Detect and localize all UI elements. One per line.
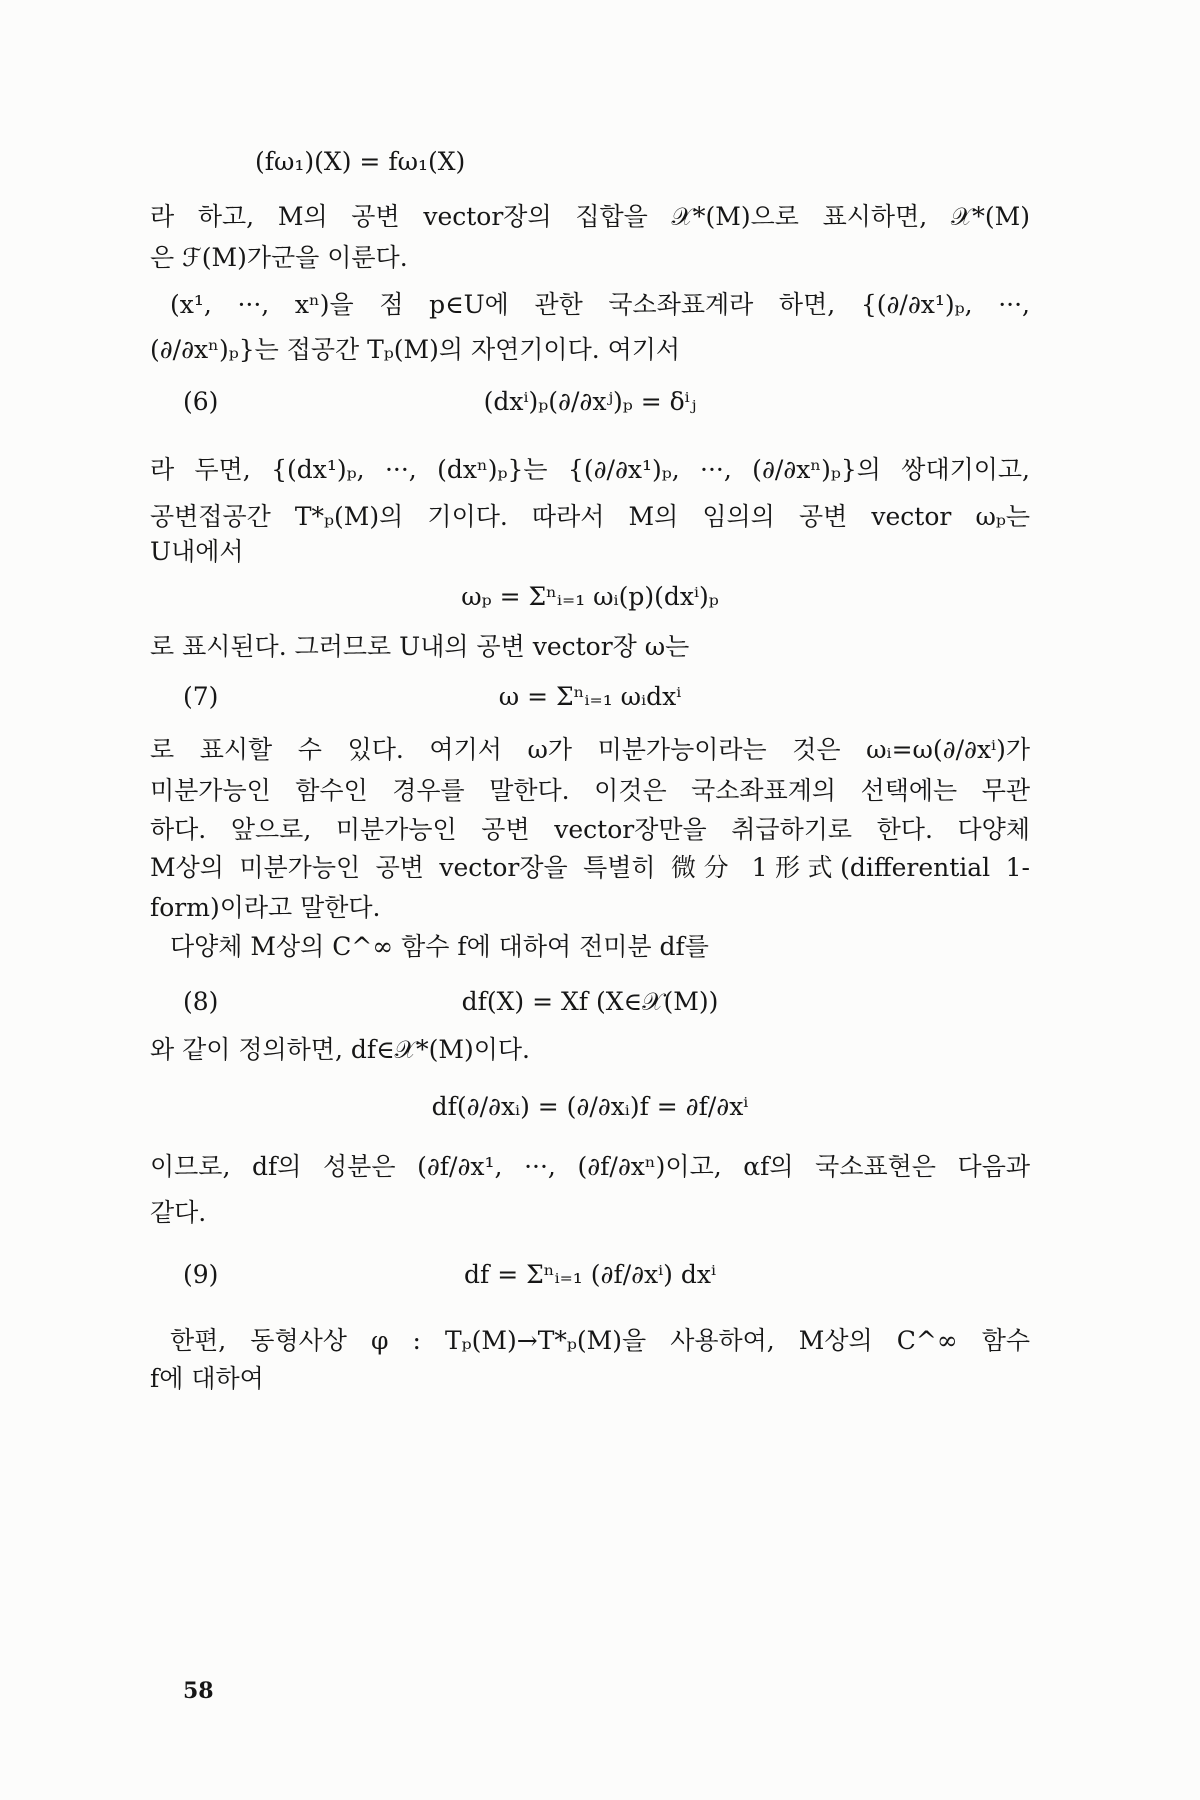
formula-line: (dxⁱ)ₚ(∂/∂xʲ)ₚ = δⁱⱼ [483, 387, 697, 416]
formula-line: ωₚ = Σⁿᵢ₌₁ ωᵢ(p)(dxⁱ)ₚ [461, 582, 719, 611]
formula-line: df = Σⁿᵢ₌₁ (∂f/∂xⁱ) dxⁱ [463, 1260, 717, 1289]
body-text-line: form)이라고 말한다. [150, 893, 381, 922]
body-text-line: (∂/∂xⁿ)ₚ}는 접공간 Tₚ(M)의 자연기이다. 여기서 [150, 335, 681, 364]
body-text-line: 와 같이 정의하면, df∈𝒳*(M)이다. [150, 1035, 530, 1064]
body-text-line: 하다. 앞으로, 미분가능인 공변 vector장만을 취급하기로 한다. 다양체 [150, 815, 1030, 844]
page-number: 58 [183, 1678, 214, 1704]
body-text-line: 은 ℱ(M)가군을 이룬다. [150, 243, 408, 272]
body-text-line: 로 표시된다. 그러므로 U내의 공변 vector장 ω는 [150, 632, 690, 661]
equation-number: (6) [183, 387, 219, 416]
body-text-line: M상의 미분가능인 공변 vector장을 특별히 微分 1形式(differential 1- [150, 853, 1030, 882]
body-text-line: 다양체 M상의 C^∞ 함수 f에 대하여 전미분 df를 [170, 932, 709, 961]
body-text-line: (x¹, ···, xⁿ)을 점 p∈U에 관한 국소좌표계라 하면, {(∂/∂x¹)ₚ, ···, [170, 290, 1030, 319]
body-text-line: 이므로, df의 성분은 (∂f/∂x¹, ···, (∂f/∂xⁿ)이고, αf의 국소표현은 다음과 [150, 1152, 1030, 1181]
formula-line: (fω₁)(X) = fω₁(X) [255, 147, 466, 176]
body-text-line: 로 표시할 수 있다. 여기서 ω가 미분가능이라는 것은 ωᵢ=ω(∂/∂xⁱ)가 [150, 735, 1030, 764]
body-text-line: 공변접공간 T*ₚ(M)의 기이다. 따라서 M의 임의의 공변 vector ωₚ는 [150, 502, 1030, 531]
formula-line: df(X) = Xf (X∈𝒳(M)) [461, 987, 719, 1016]
body-text-line: 라 두면, {(dx¹)ₚ, ···, (dxⁿ)ₚ}는 {(∂/∂x¹)ₚ, ···, (∂/∂xⁿ)ₚ}의 쌍대기이고, [150, 455, 1030, 484]
equation-number: (7) [183, 682, 219, 711]
body-text-line: f에 대하여 [150, 1364, 264, 1393]
body-text-line: 같다. [150, 1198, 207, 1227]
body-text-line: 한편, 동형사상 φ : Tₚ(M)→T*ₚ(M)을 사용하여, M상의 C^∞ 함수 [170, 1326, 1030, 1355]
formula-line: ω = Σⁿᵢ₌₁ ωᵢdxⁱ [498, 682, 682, 711]
body-text-line: U내에서 [150, 537, 244, 566]
body-text-line: 라 하고, M의 공변 vector장의 집합을 𝒳*(M)으로 표시하면, 𝒳*(M) [150, 202, 1030, 231]
equation-number: (8) [183, 987, 219, 1016]
body-text-line: 미분가능인 함수인 경우를 말한다. 이것은 국소좌표계의 선택에는 무관 [150, 776, 1030, 805]
equation-number: (9) [183, 1260, 219, 1289]
formula-line: df(∂/∂xᵢ) = (∂/∂xᵢ)f = ∂f/∂xⁱ [431, 1092, 749, 1121]
